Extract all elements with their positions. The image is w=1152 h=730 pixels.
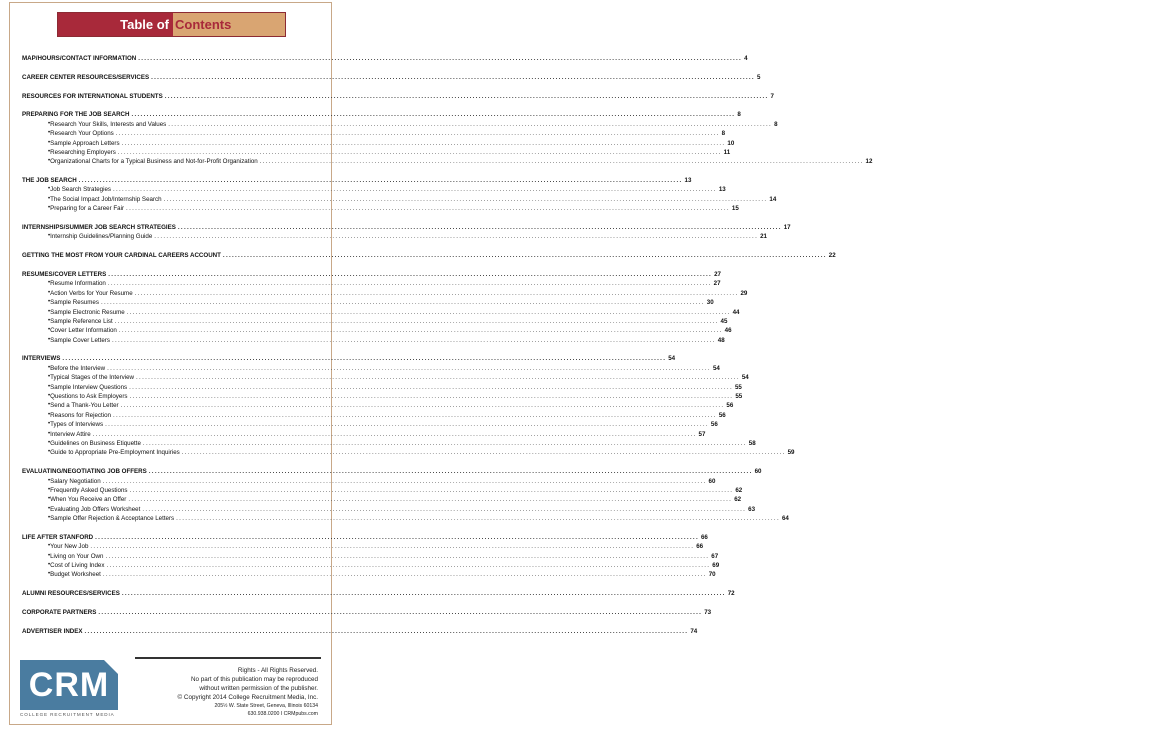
toc-entry-label: Send a Thank-You Letter bbox=[50, 402, 119, 410]
dot-leader: ........................................................................................................................................................................................................ bbox=[121, 590, 726, 598]
toc-page-number: 62 bbox=[735, 486, 743, 494]
toc-entry-label: When You Receive an Offer bbox=[50, 496, 127, 504]
toc-section-row[interactable] bbox=[22, 467, 762, 476]
dot-leader: ........................................................................................................................................................................................................ bbox=[164, 92, 769, 100]
toc-spacer bbox=[22, 580, 321, 589]
toc-page-number: 67 bbox=[711, 552, 719, 560]
toc-subitem-row[interactable] bbox=[22, 139, 735, 148]
dot-leader: ........................................................................................................................................................................................................ bbox=[115, 130, 720, 138]
toc-entry-label: Living on Your Own bbox=[50, 552, 104, 560]
toc-entry-label: Researching Employers bbox=[50, 148, 116, 156]
toc-page-number: 30 bbox=[706, 299, 714, 307]
toc-entry-label: LIFE AFTER STANFORD bbox=[22, 533, 94, 541]
toc-entry-label: INTERNSHIPS/SUMMER JOB SEARCH STRATEGIES bbox=[22, 224, 176, 232]
bullet-icon: • bbox=[48, 383, 51, 390]
toc-page-number: 27 bbox=[714, 270, 721, 278]
dot-leader: ........................................................................................................................................................................................................ bbox=[131, 111, 736, 119]
toc-subitem-row[interactable] bbox=[22, 477, 716, 486]
toc-entry-label: Resume Information bbox=[50, 280, 106, 288]
toc-entry-label: GETTING THE MOST FROM YOUR CARDINAL CAREERS ACCOUNT bbox=[22, 252, 221, 260]
toc-section-row[interactable] bbox=[22, 627, 698, 636]
toc-entry-label: MAP/HOURS/CONTACT INFORMATION bbox=[22, 54, 137, 62]
dot-leader: ........................................................................................................................................................................................................ bbox=[128, 496, 733, 504]
dot-leader: ........................................................................................................................................................................................................ bbox=[148, 468, 753, 476]
toc-page-number: 59 bbox=[787, 449, 795, 457]
bullet-icon: • bbox=[48, 515, 51, 522]
toc-spacer bbox=[22, 82, 321, 91]
bullet-icon: • bbox=[48, 186, 51, 193]
toc-page-number: 54 bbox=[712, 364, 720, 372]
toc-entry-label: Cover Letter Information bbox=[50, 327, 117, 335]
toc-entry-label: ADVERTISER INDEX bbox=[22, 627, 83, 635]
toc-entry-label: Sample Resumes bbox=[50, 299, 99, 307]
toc-page-number: 7 bbox=[770, 92, 774, 100]
dot-leader: ........................................................................................................................................................................................................ bbox=[102, 571, 707, 579]
dot-leader: ........................................................................................................................................................................................................ bbox=[138, 54, 743, 62]
toc-subitem-row[interactable] bbox=[22, 364, 720, 373]
toc-page-number: 4 bbox=[744, 54, 748, 62]
dot-leader: ........................................................................................................................................................................................................ bbox=[113, 186, 717, 194]
toc-entry-label: Salary Negotiation bbox=[50, 477, 101, 485]
dot-leader: ........................................................................................................................................................................................................ bbox=[105, 552, 710, 560]
dot-leader: ........................................................................................................................................................................................................ bbox=[129, 486, 734, 494]
toc-spacer bbox=[22, 214, 321, 223]
bullet-icon: • bbox=[48, 158, 51, 165]
toc-section-row[interactable] bbox=[22, 54, 748, 63]
bullet-icon: • bbox=[48, 317, 51, 324]
toc-entry-label: Guidelines on Business Etiquette bbox=[50, 440, 141, 447]
toc-section-row[interactable] bbox=[22, 223, 791, 232]
toc-page-number: 45 bbox=[720, 317, 728, 325]
dot-leader: ........................................................................................................................................................................................................ bbox=[117, 148, 722, 156]
bullet-icon: • bbox=[48, 120, 51, 127]
dot-leader: ........................................................................................................................................................................................................ bbox=[134, 289, 739, 297]
dot-leader: ........................................................................................................................................................................................................ bbox=[151, 73, 755, 81]
toc-subitem-row[interactable] bbox=[22, 185, 726, 194]
toc-page-number: 13 bbox=[684, 177, 692, 185]
toc-subitem-row[interactable] bbox=[22, 542, 704, 551]
toc-entry-label: Types of Interviews bbox=[50, 421, 104, 429]
bullet-icon: • bbox=[48, 364, 51, 371]
toc-subitem-row[interactable] bbox=[22, 411, 726, 420]
bullet-icon: • bbox=[48, 327, 51, 334]
toc-entry-label: RESUMES/COVER LETTERS bbox=[22, 270, 107, 278]
bullet-icon: • bbox=[48, 496, 51, 503]
toc-page-number: 56 bbox=[718, 411, 726, 419]
toc-entry-label: Sample Electronic Resume bbox=[50, 308, 125, 316]
bullet-icon: • bbox=[48, 411, 51, 418]
toc-page-number: 8 bbox=[737, 111, 741, 119]
toc-title-banner bbox=[57, 12, 286, 37]
bullet-icon: • bbox=[48, 477, 51, 484]
dot-leader: ........................................................................................................................................................................................................ bbox=[98, 609, 703, 617]
dot-leader: ........................................................................................................................................................................................................ bbox=[114, 317, 719, 325]
toc-spacer bbox=[22, 617, 321, 626]
toc-subitem-row[interactable] bbox=[22, 392, 743, 401]
footer-line: Rights - All Rights Reserved. bbox=[237, 667, 318, 674]
toc-page-number: 22 bbox=[828, 252, 836, 260]
dot-leader: ........................................................................................................................................................................................................ bbox=[112, 411, 717, 419]
toc-subitem-row[interactable] bbox=[22, 514, 789, 523]
bullet-icon: • bbox=[48, 440, 51, 446]
toc-section-row[interactable] bbox=[22, 589, 735, 598]
toc-entry-label: Sample Interview Questions bbox=[50, 383, 128, 391]
toc-subitem-row[interactable] bbox=[22, 373, 749, 382]
dot-leader: ........................................................................................................................................................................................................ bbox=[107, 280, 712, 288]
toc-entry-label: Your New Job bbox=[50, 543, 89, 551]
toc-page-number: 27 bbox=[713, 280, 721, 288]
toc-entry-label: Before the Interview bbox=[50, 364, 106, 372]
bullet-icon: • bbox=[48, 148, 51, 155]
toc-entry-label: THE JOB SEARCH bbox=[22, 177, 77, 185]
toc-entry-label: Guide to Appropriate Pre-Employment Inquiries bbox=[50, 449, 180, 457]
toc-title-right: Contents bbox=[173, 13, 285, 36]
toc-page-number: 72 bbox=[727, 590, 735, 598]
logo-text: CRM bbox=[28, 665, 110, 704]
toc-subitem-row[interactable] bbox=[22, 317, 728, 326]
dot-leader: ........................................................................................................................................................................................................ bbox=[181, 449, 786, 457]
toc-subitem-row[interactable] bbox=[22, 448, 795, 457]
toc-spacer bbox=[22, 345, 321, 354]
dot-leader: ........................................................................................................................................................................................................ bbox=[136, 374, 740, 382]
toc-entry-label: EVALUATING/NEGOTIATING JOB OFFERS bbox=[22, 468, 147, 476]
toc-page-number: 46 bbox=[724, 327, 732, 335]
toc-subitem-row[interactable] bbox=[22, 383, 742, 392]
toc-subitem-row[interactable] bbox=[22, 157, 873, 166]
bullet-icon: • bbox=[48, 308, 51, 315]
toc-page-number: 60 bbox=[708, 477, 716, 485]
bullet-icon: • bbox=[48, 449, 51, 456]
toc-page-number: 29 bbox=[740, 289, 748, 297]
dot-leader: ........................................................................................................................................................................................................ bbox=[121, 139, 726, 147]
toc-entry-label: Sample Cover Letters bbox=[50, 336, 110, 344]
toc-entry-label: Evaluating Job Offers Worksheet bbox=[50, 505, 141, 513]
toc-entry-label: ALUMNI RESOURCES/SERVICES bbox=[22, 590, 120, 598]
bullet-icon: • bbox=[48, 336, 51, 343]
toc-spacer bbox=[22, 167, 321, 176]
dot-leader: ........................................................................................................................................................................................................ bbox=[129, 393, 734, 401]
toc-spacer bbox=[22, 242, 321, 251]
bullet-icon: • bbox=[48, 571, 51, 578]
dot-leader: ........................................................................................................................................................................................................ bbox=[107, 364, 711, 372]
toc-entry-label: Internship Guidelines/Planning Guide bbox=[50, 233, 153, 241]
dot-leader: ........................................................................................................................................................................................................ bbox=[111, 336, 716, 344]
toc-section-row[interactable] bbox=[22, 608, 712, 617]
dot-leader: ........................................................................................................................................................................................................ bbox=[129, 383, 733, 391]
dot-leader: ........................................................................................................................................................................................................ bbox=[106, 562, 711, 570]
toc-entry-label: Budget Worksheet bbox=[50, 571, 101, 579]
toc-page-number: 10 bbox=[727, 139, 735, 147]
footer-address: 205½ W. State Street, Geneva, Illinois 60134 bbox=[214, 703, 318, 709]
toc-entry-label: Research Your Options bbox=[50, 130, 114, 138]
footer-divider bbox=[135, 657, 321, 659]
toc-entry-label: Job Search Strategies bbox=[50, 186, 111, 194]
toc-subitem-row[interactable] bbox=[22, 148, 731, 157]
toc-page-number: 54 bbox=[668, 355, 676, 363]
toc-page-number: 63 bbox=[748, 505, 756, 513]
toc-page-number: 13 bbox=[718, 186, 726, 194]
bullet-icon: • bbox=[48, 130, 51, 137]
toc-subitem-row[interactable] bbox=[22, 430, 706, 439]
dot-leader: ........................................................................................................................................................................................................ bbox=[259, 158, 864, 166]
dot-leader: ........................................................................................................................................................................................................ bbox=[100, 299, 705, 307]
toc-entry-label: CAREER CENTER RESOURCES/SERVICES bbox=[22, 73, 150, 81]
toc-page-number: 15 bbox=[731, 205, 739, 213]
toc-page-number: 66 bbox=[696, 543, 704, 551]
toc-entry-label: RESOURCES FOR INTERNATIONAL STUDENTS bbox=[22, 92, 163, 100]
bullet-icon: • bbox=[48, 280, 51, 287]
bullet-icon: • bbox=[48, 505, 51, 512]
toc-page-number: 44 bbox=[732, 308, 740, 316]
toc-entry-label: Action Verbs for Your Resume bbox=[50, 289, 133, 297]
toc-subitem-row[interactable] bbox=[22, 308, 740, 317]
dot-leader: ........................................................................................................................................................................................................ bbox=[90, 543, 695, 551]
toc-subitem-row[interactable] bbox=[22, 129, 726, 138]
bullet-icon: • bbox=[48, 393, 51, 400]
toc-entry-label: Preparing for a Career Fair bbox=[50, 205, 125, 213]
toc-page-number: 70 bbox=[708, 571, 716, 579]
toc-section-row[interactable] bbox=[22, 110, 741, 119]
toc-entry-label: Research Your Skills, Interests and Values bbox=[50, 120, 167, 128]
toc-subitem-row[interactable] bbox=[22, 279, 721, 288]
toc-page-number: 54 bbox=[741, 374, 749, 382]
toc-entry-label: Organizational Charts for a Typical Business and Not-for-Profit Organization bbox=[50, 158, 258, 166]
toc-page-number: 8 bbox=[721, 130, 726, 138]
toc-spacer bbox=[22, 458, 321, 467]
dot-leader: ........................................................................................................................................................................................................ bbox=[105, 421, 709, 429]
bullet-icon: • bbox=[48, 402, 51, 409]
dot-leader: ........................................................................................................................................................................................................ bbox=[78, 177, 683, 185]
toc-title-left: Table of bbox=[58, 13, 173, 36]
footer-contact: 630.938.0200 I CRMpubs.com bbox=[247, 711, 318, 717]
toc-entry-label: Reasons for Rejection bbox=[50, 411, 111, 419]
bullet-icon: • bbox=[48, 205, 51, 212]
footer-line: No part of this publication may be reproduced bbox=[190, 676, 318, 683]
toc-page-number: 12 bbox=[865, 158, 873, 166]
toc-subitem-row[interactable] bbox=[22, 120, 778, 129]
toc-subitem-row[interactable] bbox=[22, 439, 756, 448]
bullet-icon: • bbox=[48, 139, 51, 146]
dot-leader: ........................................................................................................................................................................................................ bbox=[126, 308, 731, 316]
toc-page-number: 66 bbox=[700, 533, 708, 541]
bullet-icon: • bbox=[48, 543, 51, 550]
dot-leader: ........................................................................................................................................................................................................ bbox=[177, 224, 782, 232]
logo-tagline: COLLEGE RECRUITMENT MEDIA bbox=[20, 712, 115, 717]
toc-spacer bbox=[22, 101, 321, 110]
toc-page-number: 55 bbox=[734, 383, 742, 391]
toc-spacer bbox=[22, 524, 321, 533]
toc-spacer bbox=[22, 63, 321, 72]
toc-subitem-row[interactable] bbox=[22, 420, 718, 429]
toc-section-row[interactable] bbox=[22, 533, 708, 542]
toc-subitem-row[interactable] bbox=[22, 336, 725, 345]
toc-page-number: 60 bbox=[754, 468, 762, 476]
dot-leader: ........................................................................................................................................................................................................ bbox=[154, 233, 759, 241]
toc-spacer bbox=[22, 261, 321, 270]
dot-leader: ........................................................................................................................................................................................................ bbox=[118, 327, 723, 335]
bullet-icon: • bbox=[48, 430, 51, 437]
toc-spacer bbox=[22, 599, 321, 608]
toc-page-number: 55 bbox=[735, 393, 743, 401]
toc-subitem-row[interactable] bbox=[22, 486, 743, 495]
toc-entry-label: CORPORATE PARTNERS bbox=[22, 609, 97, 617]
toc-entry-label: Typical Stages of the Interview bbox=[50, 374, 135, 382]
dot-leader: ........................................................................................................................................................................................................ bbox=[163, 195, 768, 203]
toc-page-number: 11 bbox=[723, 148, 731, 156]
toc-subitem-row[interactable] bbox=[22, 326, 732, 335]
toc-entry-label: Sample Offer Rejection & Acceptance Letters bbox=[50, 515, 175, 523]
bullet-icon: • bbox=[48, 233, 51, 240]
bullet-icon: • bbox=[48, 552, 51, 559]
toc-page-number: 57 bbox=[698, 430, 706, 438]
toc-subitem-row[interactable] bbox=[22, 401, 734, 410]
dot-leader: ........................................................................................................................................................................................................ bbox=[62, 355, 667, 363]
dot-leader: ........................................................................................................................................................................................................ bbox=[176, 515, 780, 523]
toc-subitem-row[interactable] bbox=[22, 561, 720, 570]
dot-leader: ........................................................................................................................................................................................................ bbox=[102, 477, 707, 485]
bullet-icon: • bbox=[48, 374, 51, 381]
toc-page-number: 17 bbox=[783, 224, 791, 232]
dot-leader: ........................................................................................................................................................................................................ bbox=[168, 120, 773, 128]
toc-page-number: 5 bbox=[756, 73, 761, 81]
toc-entry-label: Sample Approach Letters bbox=[50, 139, 120, 147]
toc-entry-label: Questions to Ask Employers bbox=[50, 393, 128, 401]
toc-section-row[interactable] bbox=[22, 176, 692, 185]
toc-entry-label: INTERVIEWS bbox=[22, 355, 61, 363]
bullet-icon: • bbox=[48, 562, 51, 569]
toc-entry-label: Sample Reference List bbox=[50, 317, 113, 325]
dot-leader: ........................................................................................................................................................................................................ bbox=[120, 402, 725, 410]
footer-line: © Copyright 2014 College Recruitment Media, Inc. bbox=[177, 694, 318, 701]
toc-page-number: 58 bbox=[748, 440, 756, 447]
bullet-icon: • bbox=[48, 486, 51, 493]
dot-leader: ........................................................................................................................................................................................................ bbox=[84, 627, 689, 635]
dot-leader: ........................................................................................................................................................................................................ bbox=[222, 252, 827, 260]
toc-page-number: 56 bbox=[726, 402, 734, 410]
toc-entry-label: Frequently Asked Questions bbox=[50, 486, 128, 494]
bullet-icon: • bbox=[48, 421, 51, 428]
bullet-icon: • bbox=[48, 195, 51, 202]
toc-section-row[interactable] bbox=[22, 92, 774, 101]
toc-subitem-row[interactable] bbox=[22, 232, 767, 241]
toc-page-number: 62 bbox=[734, 496, 742, 504]
toc-subitem-row[interactable] bbox=[22, 204, 739, 213]
toc-page-number: 64 bbox=[781, 515, 789, 523]
dot-leader: ........................................................................................................................................................................................................ bbox=[95, 533, 699, 541]
toc-entry-label: Interview Attire bbox=[50, 430, 91, 438]
logo-corner-fold bbox=[104, 660, 118, 674]
toc-section-row[interactable] bbox=[22, 73, 761, 82]
toc-subitem-row[interactable] bbox=[22, 289, 748, 298]
toc-section-row[interactable] bbox=[22, 251, 836, 260]
bullet-icon: • bbox=[48, 289, 51, 296]
table-of-contents bbox=[22, 54, 873, 636]
toc-entry-label: The Social Impact Job/Internship Search bbox=[50, 195, 162, 203]
dot-leader: ........................................................................................................................................................................................................ bbox=[92, 430, 697, 438]
toc-subitem-row[interactable] bbox=[22, 570, 716, 579]
footer-line: without written permission of the publisher. bbox=[199, 685, 318, 692]
crm-logo bbox=[20, 660, 118, 710]
toc-entry-label: Cost of Living Index bbox=[50, 562, 105, 570]
toc-subitem-row[interactable] bbox=[22, 552, 719, 561]
dot-leader: ........................................................................................................................................................................................................ bbox=[126, 205, 730, 213]
toc-page-number: 21 bbox=[760, 233, 767, 241]
toc-page-number: 69 bbox=[712, 562, 720, 570]
toc-subitem-row[interactable] bbox=[22, 298, 714, 307]
footer-copyright bbox=[178, 666, 318, 718]
toc-page-number: 14 bbox=[769, 195, 777, 203]
toc-page-number: 74 bbox=[690, 627, 698, 635]
toc-subitem-row[interactable] bbox=[22, 505, 756, 514]
bullet-icon: • bbox=[48, 299, 51, 306]
toc-subitem-row[interactable] bbox=[22, 495, 742, 504]
toc-page bbox=[9, 2, 873, 725]
toc-page-number: 48 bbox=[717, 336, 725, 344]
dot-leader: ........................................................................................................................................................................................................ bbox=[108, 270, 713, 278]
toc-subitem-row[interactable] bbox=[22, 195, 777, 204]
toc-page-number: 73 bbox=[704, 609, 712, 617]
toc-page-number: 56 bbox=[710, 421, 718, 429]
toc-section-row[interactable] bbox=[22, 355, 676, 364]
toc-page-number: 8 bbox=[774, 120, 778, 128]
dot-leader: ........................................................................................................................................................................................................ bbox=[142, 440, 747, 447]
toc-entry-label: PREPARING FOR THE JOB SEARCH bbox=[22, 111, 130, 119]
toc-section-row[interactable] bbox=[22, 270, 721, 279]
dot-leader: ........................................................................................................................................................................................................ bbox=[142, 505, 747, 513]
